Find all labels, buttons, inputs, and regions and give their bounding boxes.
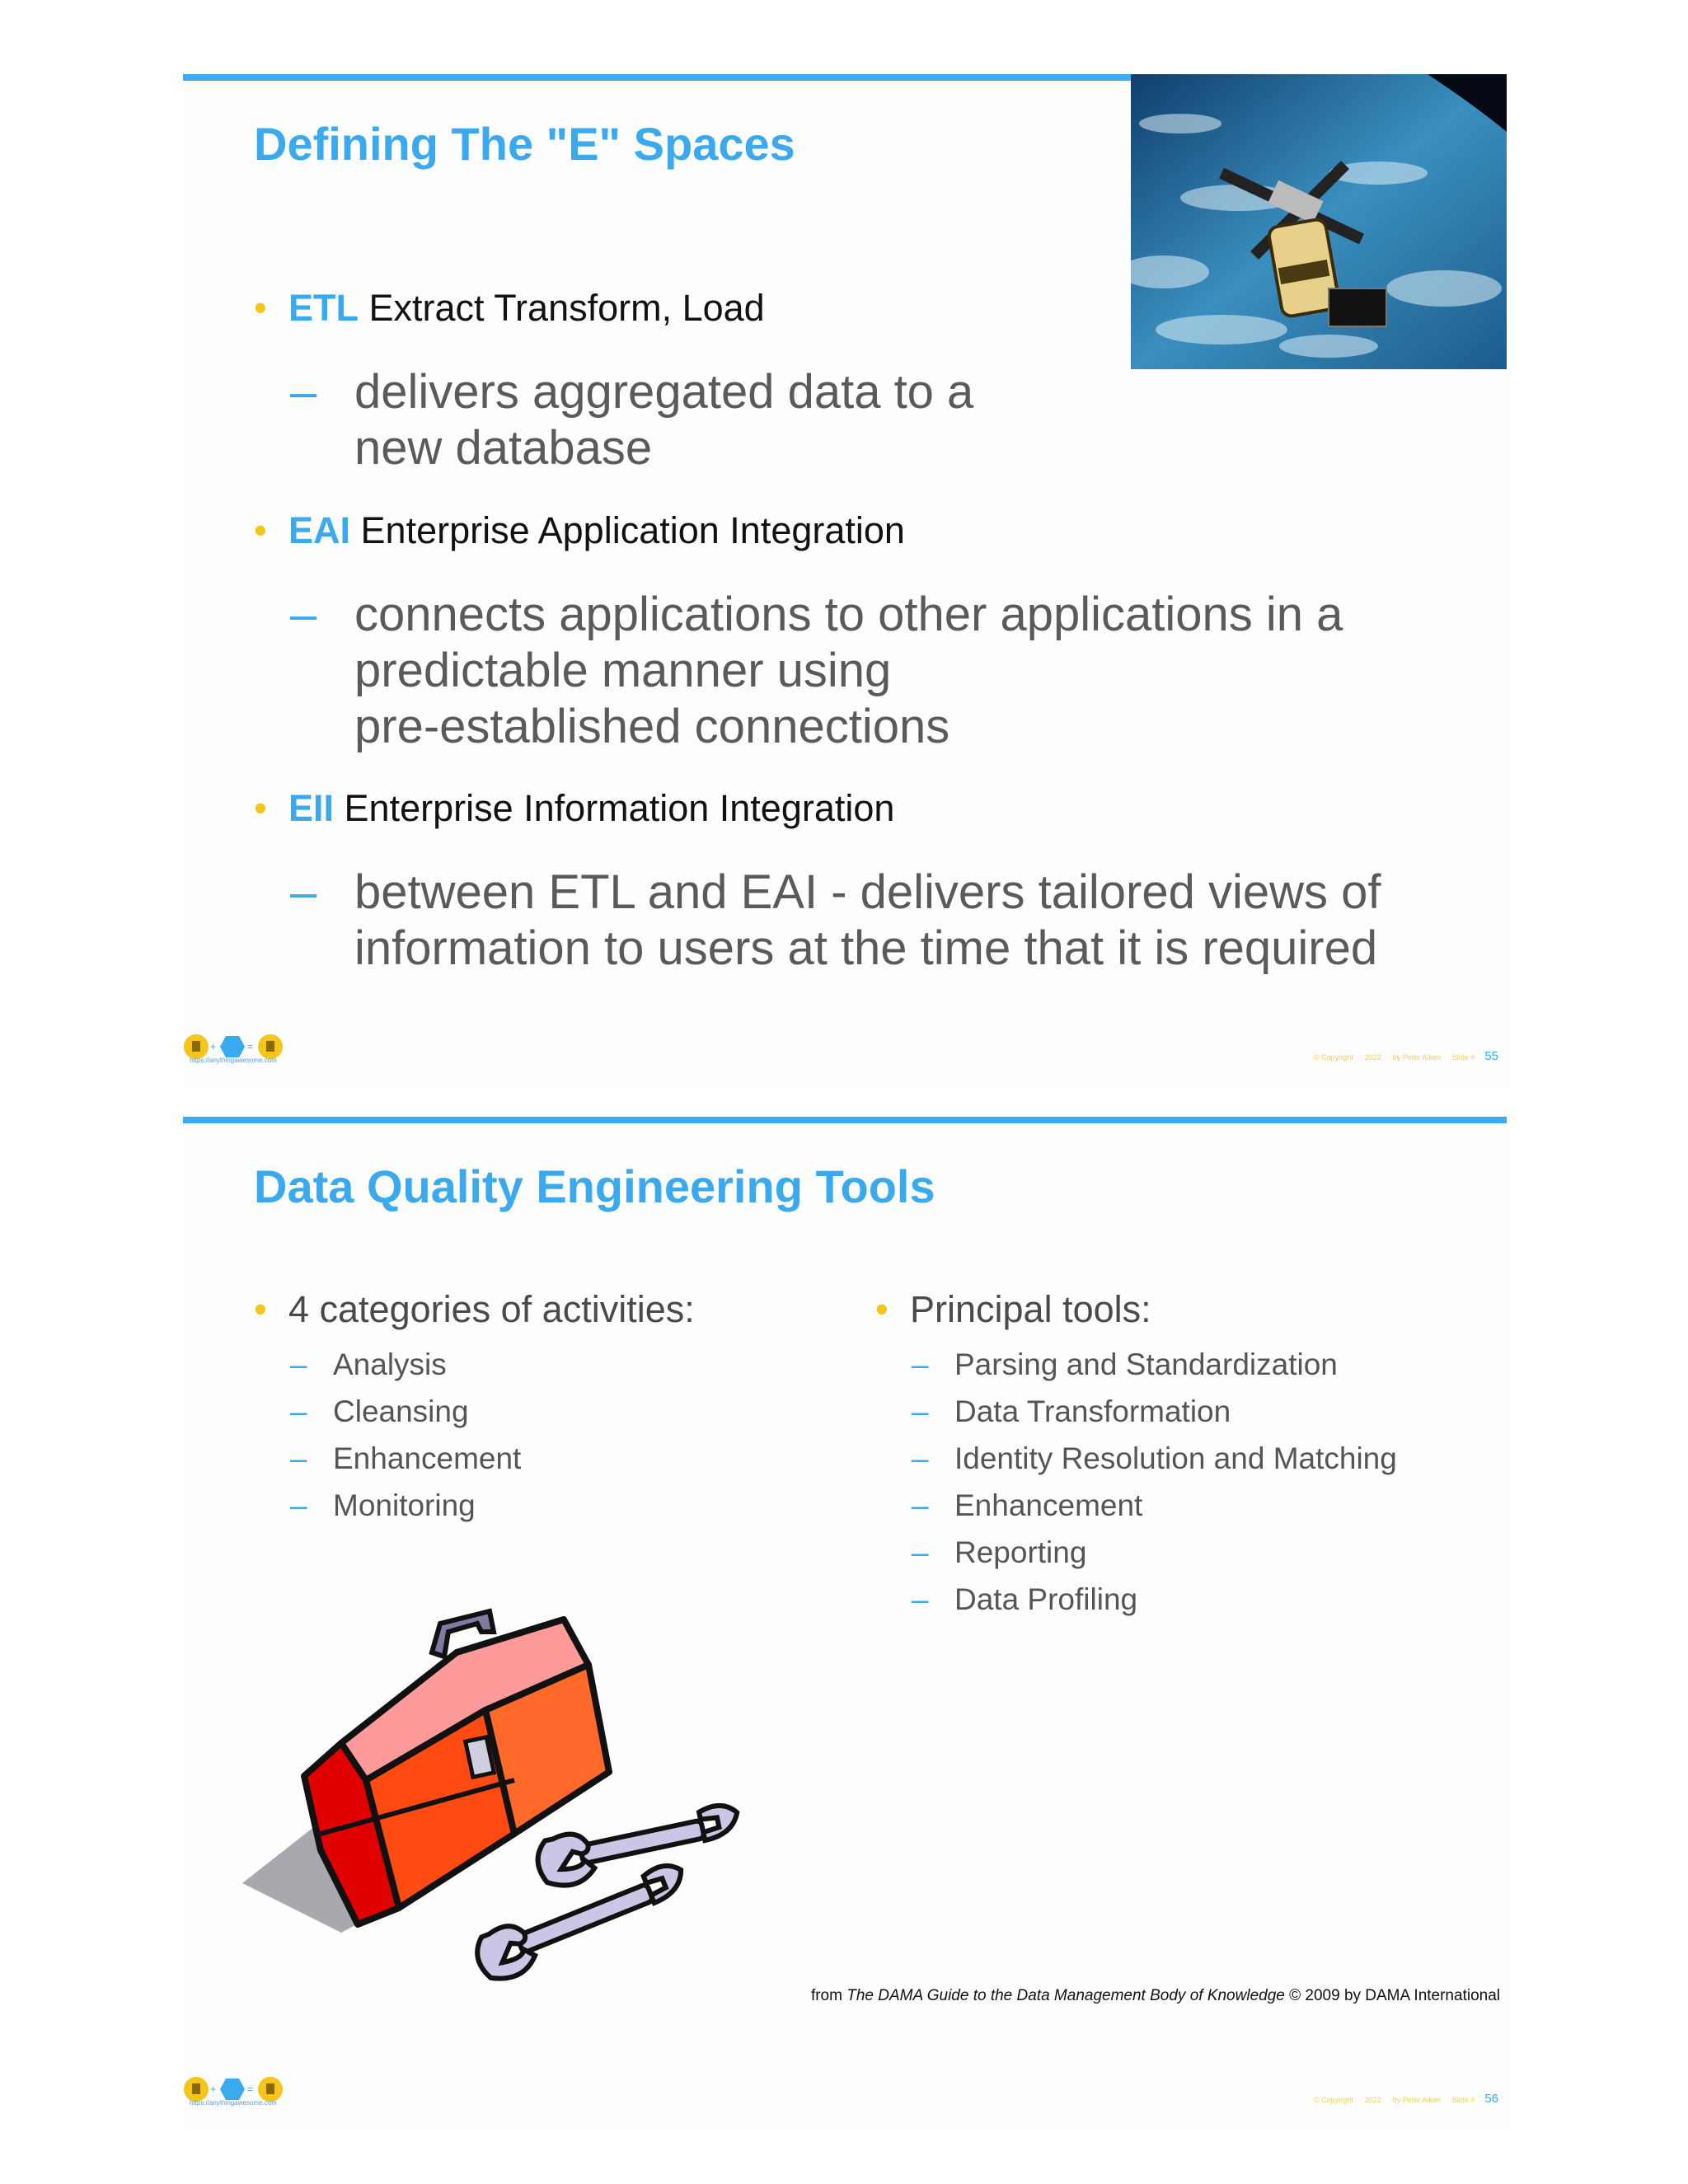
bullet-etl: • ETL Extract Transform, Load [254,287,765,329]
list-item: – Enhancement [290,1441,522,1475]
source-citation: from The DAMA Guide to the Data Management Body of Knowledge © 2009 by DAMA International [810,1987,1500,2004]
space-station-photo [1131,74,1507,369]
slide-55: Defining The "E" Spaces • ETL Extract Transform, Load – delivers aggregated data to a new database • EAI Enterprise Application Integration – connects applications to other applications in a predictable manner using pre-established connections • EII Enterprise Information Integration – between ETL and EAI - delivers tailored views of information to users at the time that it is required + = https://anythingawesome.com © Copyright 2022 by Peter Aiken Slide # 55 [183,74,1507,1088]
bullet-eai: • EAI Enterprise Application Integration [254,509,905,551]
right-heading: • Principal tools: [875,1288,1151,1330]
logo-url: https://anythingawesome.com [190,1057,277,1064]
anythingawesome-logo [183,2064,290,2114]
anythingawesome-logo [183,1022,290,1071]
list-item: – Cleansing [290,1394,469,1428]
svg-text:=: = [247,2083,254,2095]
slide-56 [183,1117,1507,2130]
svg-text:=: = [247,1041,254,1052]
logo-url: https://anythingawesome.com [190,2099,277,2107]
list-item: – Data Transformation [912,1394,1231,1428]
svg-text:+: + [210,1041,217,1052]
page-number: 56 [1484,2092,1498,2106]
list-item: – Monitoring [290,1488,476,1522]
left-heading: • 4 categories of activities: [254,1288,695,1330]
list-item: – Parsing and Standardization [912,1347,1338,1381]
bullet-abbr: ETL [288,287,359,329]
list-item: – Data Profiling [912,1582,1138,1616]
bullet-abbr: EII [288,787,335,829]
activities-list [290,1341,521,1529]
title-accent-bar [183,1117,1507,1123]
bullet-text: Extract Transform, Load [368,287,765,329]
bullet-abbr: EAI [288,509,351,551]
slide-footer: © Copyright 2022 by Peter Aiken Slide # 55 [1314,1049,1498,1063]
bullet-eii: • EII Enterprise Information Integration [254,787,895,829]
svg-text:+: + [210,2083,217,2095]
list-item: – Reporting [912,1535,1087,1569]
bullet-text: Enterprise Application Integration [360,509,905,551]
list-item: – Enhancement [912,1488,1143,1522]
tools-list [912,1341,1397,1623]
list-item: – Analysis [290,1347,447,1381]
slide-title: Defining The "E" Spaces [254,118,795,170]
toolbox-clipart [242,1586,753,1982]
bullet-text: Enterprise Information Integration [344,787,895,829]
title-accent-bar [183,74,1131,81]
list-item: – Identity Resolution and Matching [912,1441,1397,1475]
slide-footer: © Copyright 2022 by Peter Aiken Slide # 56 [1314,2092,1498,2106]
slide-title: Data Quality Engineering Tools [254,1160,935,1212]
page-number: 55 [1484,1049,1498,1063]
